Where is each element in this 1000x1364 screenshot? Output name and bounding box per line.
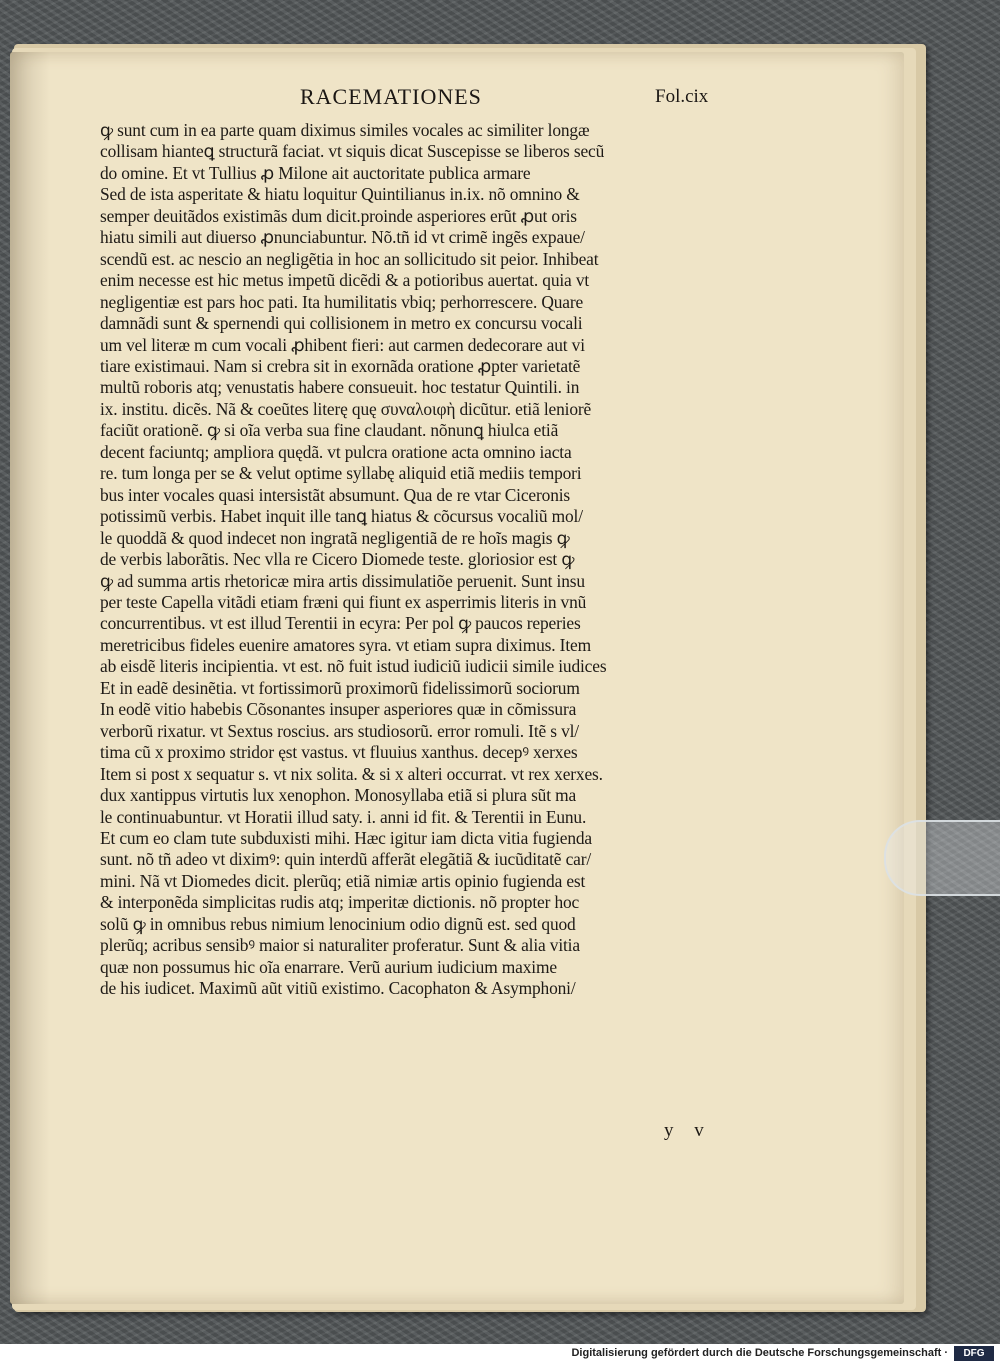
text-line: multũ roboris atq; venustatis habere consueuit. hoc testatur Quintili. in	[100, 377, 580, 398]
text-line: ab eisdẽ literis incipientia. vt est. nõ fuit istud iudiciũ iudicii simile iudices	[100, 656, 607, 677]
text-line: le continuabuntur. vt Horatii illud saty. i. anni id fit. & Terentii in Eunu.	[100, 806, 587, 827]
text-line: dux xantippus virtutis lux xenophon. Monosyllaba etiã si plura sũt ma	[100, 785, 577, 806]
page-clip	[884, 820, 1000, 896]
text-line: tima cũ x proximo stridor ęst vastus. vt fluuius xanthus. decepꝰ xerxes	[100, 742, 578, 763]
funding-credit: Digitalisierung gefördert durch die Deutsche Forschungsgemeinschaft ·	[571, 1347, 948, 1359]
text-line: decent faciuntq; ampliora quędã. vt pulcra oratione acta omnino iacta	[100, 441, 572, 462]
text-line: scendũ est. ac nescio an negligẽtia in hoc an sollicitudo sit peior. Inhibeat	[100, 248, 599, 269]
folio-number: Fol.cix	[655, 86, 709, 107]
text-line: per teste Capella vitãdi etiam fræni qui fiunt ex asperrimis literis in vnũ	[100, 591, 587, 612]
text-line: de his iudicet. Maximũ aũt vitiũ existimo. Cacophaton & Asymphoni/	[100, 978, 576, 999]
signature-mark: y v	[664, 1120, 712, 1141]
text-line: solũ ꝙ in omnibus rebus nimium lenocinium odio dignũ est. sed quod	[100, 913, 576, 934]
text-line: um vel literæ m cum vocali ꝓhibent fieri: aut carmen dedecorare aut vi	[100, 334, 585, 355]
text-line: re. tum longa per se & velut optime syllabę aliquid etiã mediis tempori	[100, 463, 582, 484]
text-line: sunt. nõ tñ adeo vt diximꝰ: quin interdũ afferãt elegãtiã & iucũditatẽ car/	[100, 849, 592, 870]
text-line: le quoddã & quod indecet non ingratã negligentiã de re hoĩs magis ꝙ	[100, 527, 570, 548]
text-line: Et cum eo clam tute subduxisti mihi. Hæc igitur iam dicta vitia fugienda	[100, 827, 592, 848]
text-line: do omine. Et vt Tullius ꝓ Milone ait auctoritate publica armare	[100, 162, 531, 183]
text-line: ix. institu. dicẽs. Nã & coeũtes literę quę συναλοιφὴ dicũtur. etiã leniorẽ	[100, 398, 592, 419]
dfg-logo: DFG	[954, 1346, 994, 1361]
text-line: faciũt orationẽ. ꝙ si oĩa verba sua fine claudant. nõnunꝗ hiulca etiã	[100, 420, 559, 441]
text-line: Et in eadẽ desinẽtia. vt fortissimorũ proximorũ fidelissimorũ sociorum	[100, 677, 580, 698]
text-line: de verbis laborãtis. Nec vlla re Cicero Diomede teste. gloriosior est ꝙ	[100, 549, 575, 570]
text-line: concurrentibus. vt est illud Terentii in ecyra: Per pol ꝙ paucos reperies	[100, 613, 581, 634]
text-line: meretricibus fideles euenire amatores syra. vt etiam supra diximus. Item	[100, 634, 591, 655]
text-line: damnãdi sunt & spernendi qui collisionem in metro ex concursu vocali	[100, 313, 583, 334]
text-line: tiare existimaui. Nam si crebra sit in exornãda oratione ꝓpter varietatẽ	[100, 355, 581, 376]
text-line: plerũq; acribus sensibꝰ maior si naturaliter proferatur. Sunt & alia vitia	[100, 935, 580, 956]
text-line: collisam hianteꝗ structurã faciat. vt siquis dicat Suscepisse se liberos secũ	[100, 141, 605, 162]
text-line: enim necesse est hic metus impetũ dicẽdi & a potioribus auertat. quia vt	[100, 270, 590, 291]
text-line: hiatu simili aut diuerso ꝓnunciabuntur. Nõ.tñ id vt crimẽ ingẽs expaue/	[100, 227, 585, 248]
text-line: In eodẽ vitio habebis Cõsonantes insuper asperiores quæ in cõmissura	[100, 699, 577, 720]
running-head: RACEMATIONES	[300, 84, 482, 109]
text-block	[100, 120, 770, 1000]
text-line: ꝙ sunt cum in ea parte quam diximus similes vocales ac similiter longæ	[100, 120, 590, 140]
text-line: bus inter vocales quasi intersistãt absumunt. Qua de re vtar Ciceronis	[100, 484, 571, 505]
text-line: ꝙ ad summa artis rhetoricæ mira artis dissimulatiõe peruenit. Sunt insu	[100, 570, 585, 591]
text-line: mini. Nã vt Diomedes dicit. plerũq; etiã nimiæ artis opinio fugienda est	[100, 870, 586, 891]
text-line: Sed de ista asperitate & hiatu loquitur Quintilianus in.ix. nõ omnino &	[100, 184, 580, 205]
text-line: verborũ rixatur. vt Sextus roscius. ars studiosorũ. error romuli. Itẽ s vl/	[100, 720, 579, 741]
text-line: semper deuitãdos existimãs dum dicit.proinde asperiores erũt ꝓut oris	[100, 205, 577, 226]
text-line: negligentiæ est pars hoc pati. Ita humilitatis vbiq; perhorrescere. Quare	[100, 291, 584, 312]
text-line: potissimũ verbis. Habet inquit ille tanꝗ hiatus & cõcursus vocaliũ mol/	[100, 506, 583, 527]
text-line: & interponẽda simplicitas rudis atq; imperitæ dictionis. nõ propter hoc	[100, 892, 580, 913]
text-line: quæ non possumus hic oĩa enarrare. Verũ aurium iudicium maxime	[100, 956, 557, 977]
text-line: Item si post x sequatur s. vt nix solita. & si x alteri occurrat. vt rex xerxes.	[100, 763, 603, 784]
